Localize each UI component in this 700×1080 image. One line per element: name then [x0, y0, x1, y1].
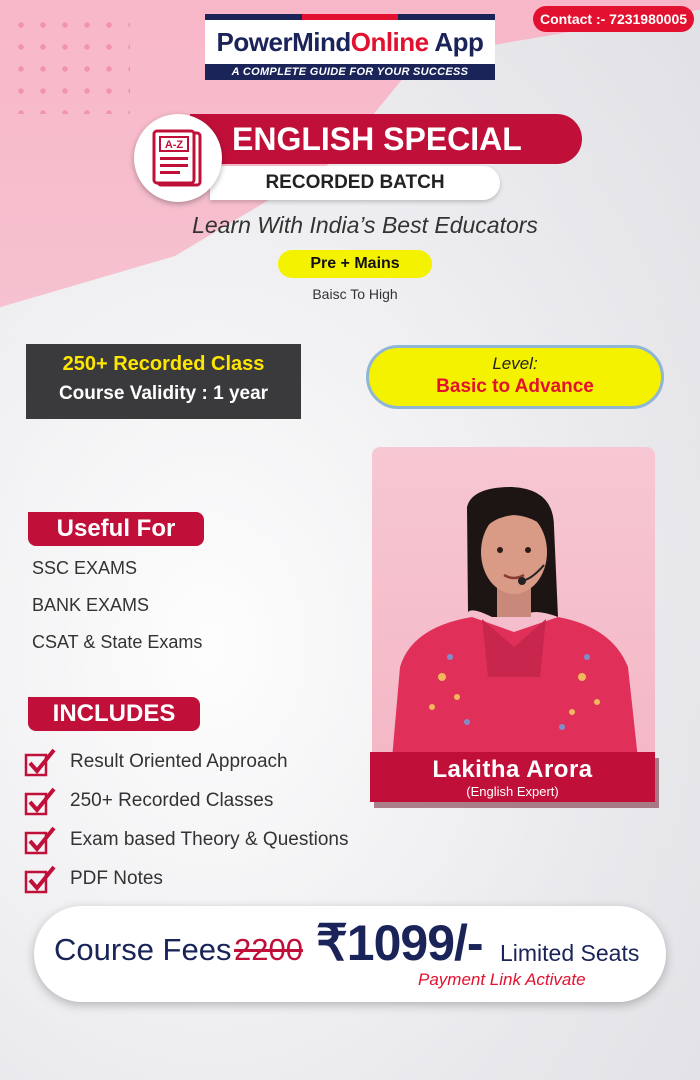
educator-name-tag: [370, 752, 655, 802]
logo-part1: PowerMind: [216, 26, 351, 57]
level-box: [366, 345, 664, 409]
tagline: Learn With India’s Best Educators: [192, 212, 538, 238]
level-label: Level:: [492, 354, 538, 373]
decorative-dots: [10, 14, 130, 114]
includes-item-label: Result Oriented Approach: [70, 750, 288, 772]
includes-item: [24, 820, 348, 859]
logo-tagline: A COMPLETE GUIDE FOR YOUR SUCCESS: [205, 64, 495, 80]
logo-part2: Online: [350, 26, 429, 57]
useful-item: BANK EXAMS: [32, 595, 150, 615]
includes-item-label: 250+ Recorded Classes: [70, 789, 274, 811]
logo-color-bar: [205, 14, 495, 20]
book-icon: [134, 114, 222, 202]
includes-heading: INCLUDES: [28, 697, 200, 731]
educator-name: Lakitha Arora: [432, 756, 593, 783]
useful-for-list: [32, 558, 202, 669]
recorded-class-count: 250+ Recorded Class: [62, 353, 265, 375]
checkbox-check-icon: [24, 825, 56, 855]
course-title: ENGLISH SPECIAL: [190, 114, 582, 164]
course-validity: Course Validity : 1 year: [58, 383, 269, 404]
educator-photo: [372, 447, 655, 759]
limited-seats: Limited Seats: [500, 940, 640, 966]
course-subtitle: RECORDED BATCH: [210, 166, 500, 200]
level-range-text: Baisc To High: [312, 286, 398, 302]
checkbox-check-icon: [24, 786, 56, 816]
useful-item: CSAT & State Exams: [32, 632, 203, 652]
brand-logo[interactable]: [205, 14, 495, 86]
book-label: A-Z: [164, 139, 184, 151]
course-fees-banner[interactable]: [34, 906, 666, 1002]
educator-role: (English Expert): [466, 784, 559, 799]
new-price: ₹1099/-: [316, 915, 483, 971]
includes-item: [24, 742, 348, 781]
contact-badge[interactable]: Contact :- 7231980005: [533, 6, 694, 32]
useful-item: SSC EXAMS: [32, 558, 138, 578]
recorded-class-box: [26, 344, 301, 419]
includes-item-label: Exam based Theory & Questions: [70, 828, 349, 850]
old-price: 2200: [234, 932, 303, 967]
pre-mains-badge: Pre + Mains: [278, 250, 432, 278]
includes-item: [24, 859, 348, 898]
educator-illustration: [372, 447, 655, 759]
checkbox-check-icon: [24, 747, 56, 777]
includes-item-label: PDF Notes: [70, 867, 163, 889]
logo-wordmark: [205, 20, 495, 64]
includes-list: [24, 742, 348, 898]
payment-link[interactable]: Payment Link Activate: [418, 970, 586, 989]
level-value: Basic to Advance: [436, 376, 594, 397]
includes-item: [24, 781, 348, 820]
fees-label: Course Fees: [54, 932, 232, 967]
logo-part3: App: [428, 26, 484, 57]
checkbox-check-icon: [24, 864, 56, 894]
useful-for-heading: Useful For: [28, 512, 204, 546]
